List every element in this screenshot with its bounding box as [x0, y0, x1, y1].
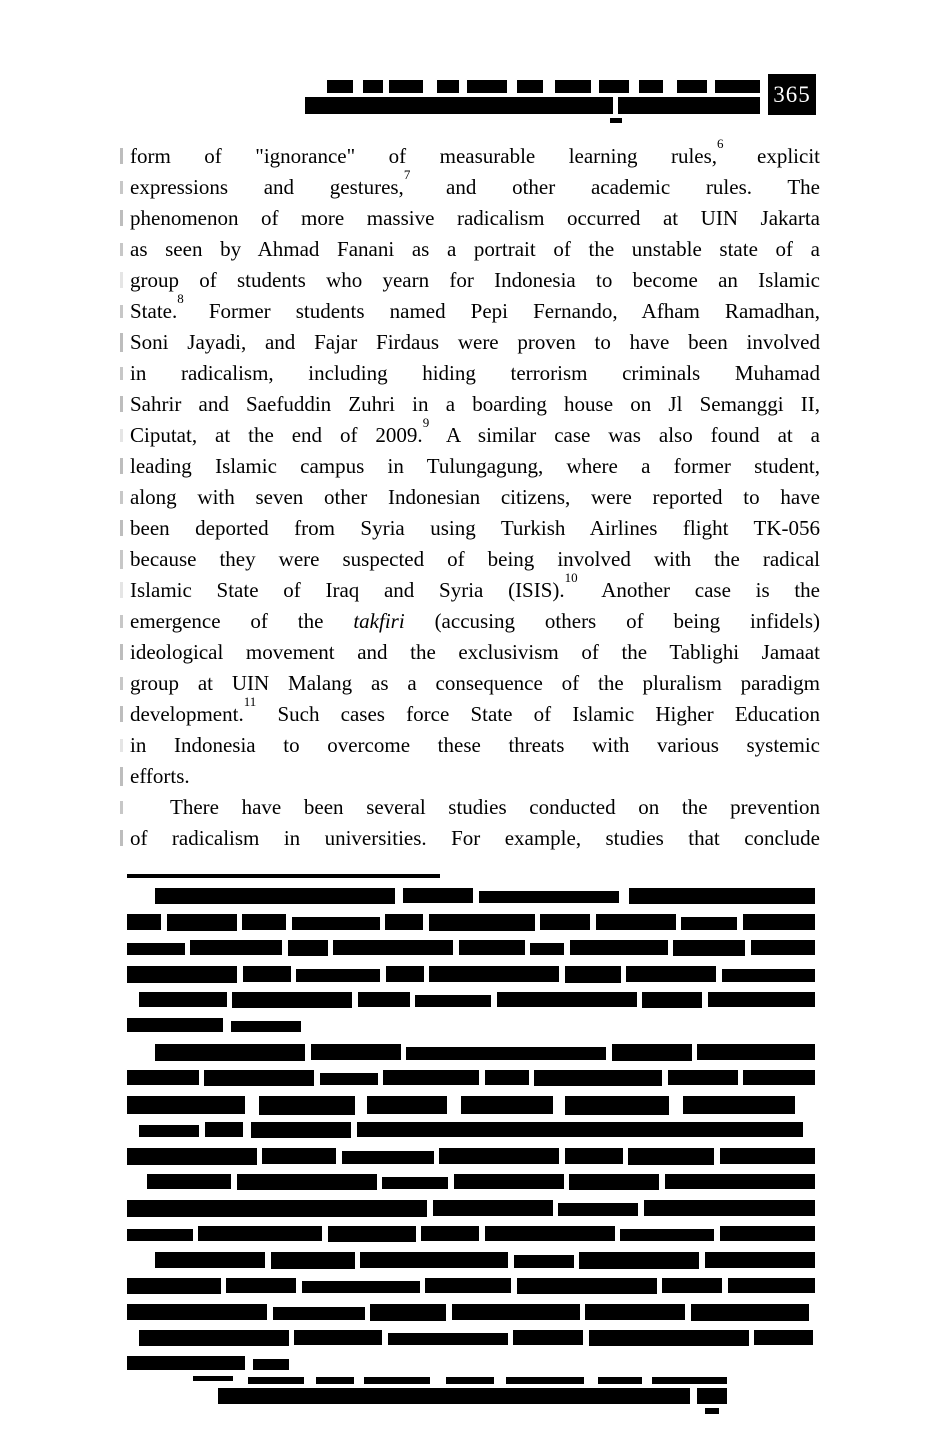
redaction-bar	[665, 1174, 815, 1189]
redaction-bar	[677, 80, 707, 93]
text-run: ideological movement and the exclusivism of the Tablighi Jamaat	[130, 640, 820, 664]
redacted-line	[127, 940, 815, 959]
footnote-marker: 9	[422, 415, 430, 430]
redaction-bar	[425, 1278, 511, 1293]
redacted-line	[127, 1148, 815, 1168]
redaction-bar	[316, 1377, 354, 1384]
redaction-bar	[248, 1377, 304, 1384]
text-run: and other academic rules. The	[410, 175, 820, 199]
redaction-bar	[751, 940, 815, 955]
redaction-bar	[446, 1377, 494, 1384]
text-line	[130, 823, 820, 854]
text-line	[130, 327, 820, 358]
redaction-bar	[722, 969, 815, 982]
redaction-bar	[237, 1174, 377, 1190]
redaction-bar	[155, 1252, 265, 1268]
text-run: There have been several studies conducted on the prevention	[170, 795, 820, 819]
redaction-bar	[382, 1177, 448, 1189]
redaction-bar	[370, 1304, 446, 1321]
redaction-bar	[612, 1044, 692, 1061]
text-line	[130, 167, 820, 203]
redaction-bar	[242, 914, 286, 930]
footnote-marker: 6	[717, 136, 724, 151]
redaction-bar	[388, 1333, 508, 1345]
redacted-line	[127, 1330, 815, 1349]
page-number: 365	[773, 81, 811, 107]
redaction-bar	[596, 914, 676, 930]
redaction-bar	[294, 1330, 382, 1345]
redaction-bar	[127, 1096, 245, 1114]
redaction-bar	[204, 1070, 314, 1086]
text-line	[130, 606, 820, 637]
redaction-bar	[565, 1148, 623, 1164]
redaction-bar	[569, 1174, 659, 1190]
redaction-bar	[364, 1377, 430, 1384]
redaction-bar	[205, 1122, 243, 1137]
redaction-bar	[454, 1174, 564, 1189]
redaction-bar	[479, 891, 619, 903]
redaction-bar	[231, 1021, 301, 1032]
redaction-bar	[421, 1226, 479, 1241]
redaction-bar	[598, 1377, 642, 1384]
text-run: because they were suspected of being involved with the radical	[130, 547, 820, 571]
redaction-bar	[429, 914, 535, 931]
text-run: as seen by Ahmad Fanani as a portrait of the unstable state of a	[130, 237, 820, 261]
redacted-line	[218, 1388, 727, 1408]
redaction-bar	[517, 80, 543, 93]
text-run: Another case is the	[577, 578, 820, 602]
redaction-bar	[403, 888, 473, 903]
redaction-bar	[147, 1174, 231, 1189]
redaction-bar	[386, 966, 424, 982]
redaction-bar	[198, 1226, 322, 1241]
redaction-bar	[288, 940, 328, 956]
redaction-bar	[589, 1330, 749, 1346]
redacted-line	[127, 1174, 815, 1193]
redaction-bar	[127, 1018, 223, 1032]
text-line	[130, 792, 820, 823]
redaction-bar	[127, 1278, 221, 1294]
text-run: group of students who yearn for Indonesia to become an Islamic	[130, 268, 820, 292]
redacted-line	[305, 97, 760, 118]
redaction-bar	[305, 97, 613, 114]
footnote-marker: 8	[177, 291, 184, 306]
redaction-bar	[415, 995, 491, 1007]
redaction-bar	[681, 917, 737, 930]
text-run: in radicalism, including hiding terrorism criminals Muhamad	[130, 361, 820, 385]
redacted-line	[127, 1018, 815, 1036]
redacted-line	[127, 888, 815, 907]
redacted-running-title	[305, 80, 760, 127]
redaction-bar	[534, 1070, 662, 1086]
redaction-bar	[459, 940, 525, 955]
text-run: Islamic State of Iraq and Syria (ISIS).	[130, 578, 565, 602]
redaction-bar	[363, 80, 383, 93]
redaction-bar	[292, 917, 380, 930]
redaction-bar	[127, 1148, 257, 1165]
text-line	[130, 358, 820, 389]
text-line	[130, 761, 820, 792]
redaction-bar	[728, 1278, 815, 1293]
text-run: been deported from Syria using Turkish Airlines flight TK-056	[130, 516, 820, 540]
redaction-bar	[433, 1200, 553, 1216]
text-line	[130, 203, 820, 234]
article-body	[130, 136, 820, 854]
redaction-bar	[127, 943, 185, 955]
redaction-bar	[461, 1096, 553, 1114]
redaction-bar	[155, 888, 395, 904]
redaction-bar	[328, 1226, 416, 1242]
redaction-bar	[127, 1356, 245, 1370]
redaction-bar	[485, 1226, 615, 1241]
redaction-bar	[579, 1252, 699, 1269]
redacted-line	[127, 1200, 815, 1220]
redaction-bar	[720, 1226, 815, 1241]
redaction-bar	[127, 1229, 193, 1241]
text-line	[130, 637, 820, 668]
redaction-bar	[618, 97, 760, 114]
redaction-bar	[642, 992, 702, 1008]
redaction-bar	[585, 1304, 685, 1320]
redaction-bar	[302, 1281, 420, 1293]
redacted-line	[218, 1377, 727, 1388]
text-run: expressions and gestures,	[130, 175, 404, 199]
redaction-bar	[513, 1330, 583, 1345]
redaction-bar	[311, 1044, 401, 1060]
footnote-separator	[127, 874, 440, 878]
text-run: State.	[130, 299, 178, 323]
redaction-bar	[218, 1388, 690, 1404]
redaction-bar	[620, 1229, 714, 1241]
redacted-footer	[218, 1377, 727, 1418]
text-line	[130, 668, 820, 699]
text-line	[130, 451, 820, 482]
redaction-bar	[251, 1122, 351, 1138]
text-run: Ciputat, at the end of 2009.	[130, 423, 423, 447]
redaction-bar	[705, 1252, 815, 1268]
redaction-bar	[517, 1278, 657, 1294]
redaction-bar	[720, 1148, 815, 1164]
text-run: efforts.	[130, 764, 190, 788]
redaction-bar	[628, 1148, 714, 1165]
redaction-bar	[327, 80, 353, 93]
redaction-bar	[540, 914, 590, 930]
redaction-bar	[629, 888, 815, 904]
redaction-bar	[367, 1096, 447, 1114]
redaction-bar	[644, 1200, 815, 1216]
redaction-bar	[452, 1304, 580, 1320]
redaction-bar	[383, 1070, 479, 1085]
redaction-bar	[530, 943, 564, 955]
redaction-bar	[697, 1388, 727, 1404]
redaction-bar	[558, 1203, 638, 1216]
redaction-bar	[570, 940, 668, 955]
text-line	[130, 570, 820, 606]
redaction-bar	[271, 1252, 355, 1269]
redaction-bar	[743, 1070, 815, 1085]
redaction-bar	[652, 1377, 727, 1384]
page-number-badge	[768, 74, 816, 115]
redaction-bar	[357, 1122, 803, 1137]
redacted-line	[127, 1122, 815, 1141]
redaction-bar	[743, 914, 815, 930]
redaction-bar	[259, 1096, 355, 1115]
redaction-bar	[467, 80, 507, 93]
redaction-bar	[565, 966, 621, 983]
redaction-bar	[437, 80, 459, 93]
text-line	[130, 482, 820, 513]
text-line	[130, 291, 820, 327]
text-run: takfiri	[353, 609, 405, 633]
redaction-bar	[253, 1359, 289, 1370]
redaction-bar	[226, 1278, 296, 1293]
text-run: (accusing others of being infidels)	[404, 609, 820, 633]
redaction-bar	[514, 1255, 574, 1268]
text-run: leading Islamic campus in Tulungagung, where a former student,	[130, 454, 820, 478]
text-run: emergence of the	[130, 609, 354, 633]
redaction-bar	[342, 1151, 434, 1164]
redaction-bar	[639, 80, 663, 93]
redaction-bar	[232, 992, 352, 1008]
redaction-bar	[754, 1330, 813, 1345]
redacted-footnotes	[127, 888, 815, 1385]
redaction-bar	[139, 992, 227, 1007]
redaction-bar	[565, 1096, 669, 1115]
redacted-line	[127, 1278, 815, 1297]
redaction-bar	[127, 1304, 267, 1320]
text-line	[130, 513, 820, 544]
redaction-bar	[610, 118, 622, 123]
redaction-bar	[127, 1200, 427, 1217]
redaction-bar	[715, 80, 760, 93]
redaction-bar	[333, 940, 453, 955]
redaction-bar	[697, 1044, 815, 1060]
text-run: development.	[130, 702, 244, 726]
redacted-line	[127, 1226, 815, 1245]
redaction-bar	[497, 992, 637, 1007]
redaction-bar	[296, 969, 380, 982]
redaction-bar	[429, 966, 559, 982]
text-run: explicit	[723, 144, 820, 168]
redacted-line	[127, 1070, 815, 1089]
redacted-line	[305, 118, 760, 127]
footnote-marker: 10	[564, 570, 578, 585]
text-line	[130, 234, 820, 265]
text-run: phenomenon of more massive radicalism occurred at UIN Jakarta	[130, 206, 820, 230]
redaction-bar	[190, 940, 282, 955]
redaction-bar	[389, 80, 423, 93]
redacted-line	[127, 1252, 815, 1272]
text-run: Former students named Pepi Fernando, Afham Ramadhan,	[183, 299, 820, 323]
redacted-line	[127, 914, 815, 934]
redaction-bar	[708, 992, 815, 1007]
text-line	[130, 694, 820, 730]
text-line	[130, 136, 820, 172]
text-run: Sahrir and Saefuddin Zuhri in a boarding house on Jl Semanggi II,	[130, 392, 820, 416]
text-line	[130, 265, 820, 296]
redaction-bar	[155, 1044, 305, 1061]
redaction-bar	[167, 914, 237, 931]
text-run: A similar case was also found at a	[429, 423, 820, 447]
redaction-bar	[262, 1148, 336, 1164]
text-run: along with seven other Indonesian citizens, were reported to have	[130, 485, 820, 509]
redacted-line	[218, 1408, 727, 1418]
text-run: group at UIN Malang as a consequence of the pluralism paradigm	[130, 671, 820, 695]
redacted-line	[305, 80, 760, 97]
text-line	[130, 730, 820, 761]
redaction-bar	[127, 914, 161, 930]
redaction-bar	[673, 940, 745, 956]
redacted-line	[127, 1304, 815, 1324]
redaction-bar	[360, 1252, 508, 1268]
redaction-bar	[127, 966, 237, 983]
redaction-bar	[705, 1408, 719, 1414]
text-run: Soni Jayadi, and Fajar Firdaus were proven to have been involved	[130, 330, 820, 354]
redaction-bar	[506, 1377, 584, 1384]
redaction-bar	[358, 992, 410, 1007]
redaction-bar	[273, 1307, 365, 1320]
text-line	[130, 544, 820, 575]
footnote-marker: 7	[403, 167, 411, 182]
redaction-bar	[385, 914, 423, 930]
redacted-line	[127, 1044, 815, 1064]
redaction-bar	[626, 966, 716, 982]
redaction-bar	[485, 1070, 529, 1085]
text-line	[130, 415, 820, 451]
redacted-line	[127, 966, 815, 986]
redacted-line	[127, 1356, 815, 1374]
text-line	[130, 389, 820, 420]
redaction-bar	[127, 1070, 199, 1085]
text-run: Such cases force State of Islamic Higher Education	[256, 702, 820, 726]
redaction-bar	[139, 1125, 199, 1137]
redaction-bar	[243, 966, 291, 982]
redaction-bar	[406, 1047, 606, 1060]
redaction-bar	[668, 1070, 738, 1085]
text-run: in Indonesia to overcome these threats with various systemic	[130, 733, 820, 757]
redaction-bar	[555, 80, 591, 93]
redaction-bar	[320, 1073, 378, 1085]
redaction-bar	[599, 80, 629, 93]
text-run: form of "ignorance" of measurable learning rules,	[130, 144, 718, 168]
redaction-bar	[691, 1304, 809, 1321]
footnote-marker: 11	[243, 694, 257, 709]
redacted-line	[127, 992, 815, 1011]
redaction-bar	[683, 1096, 795, 1114]
redaction-bar	[439, 1148, 559, 1164]
redacted-line	[127, 1096, 815, 1118]
redaction-bar	[662, 1278, 722, 1293]
text-run: of radicalism in universities. For example, studies that conclude	[130, 826, 820, 850]
redaction-bar	[139, 1330, 289, 1346]
